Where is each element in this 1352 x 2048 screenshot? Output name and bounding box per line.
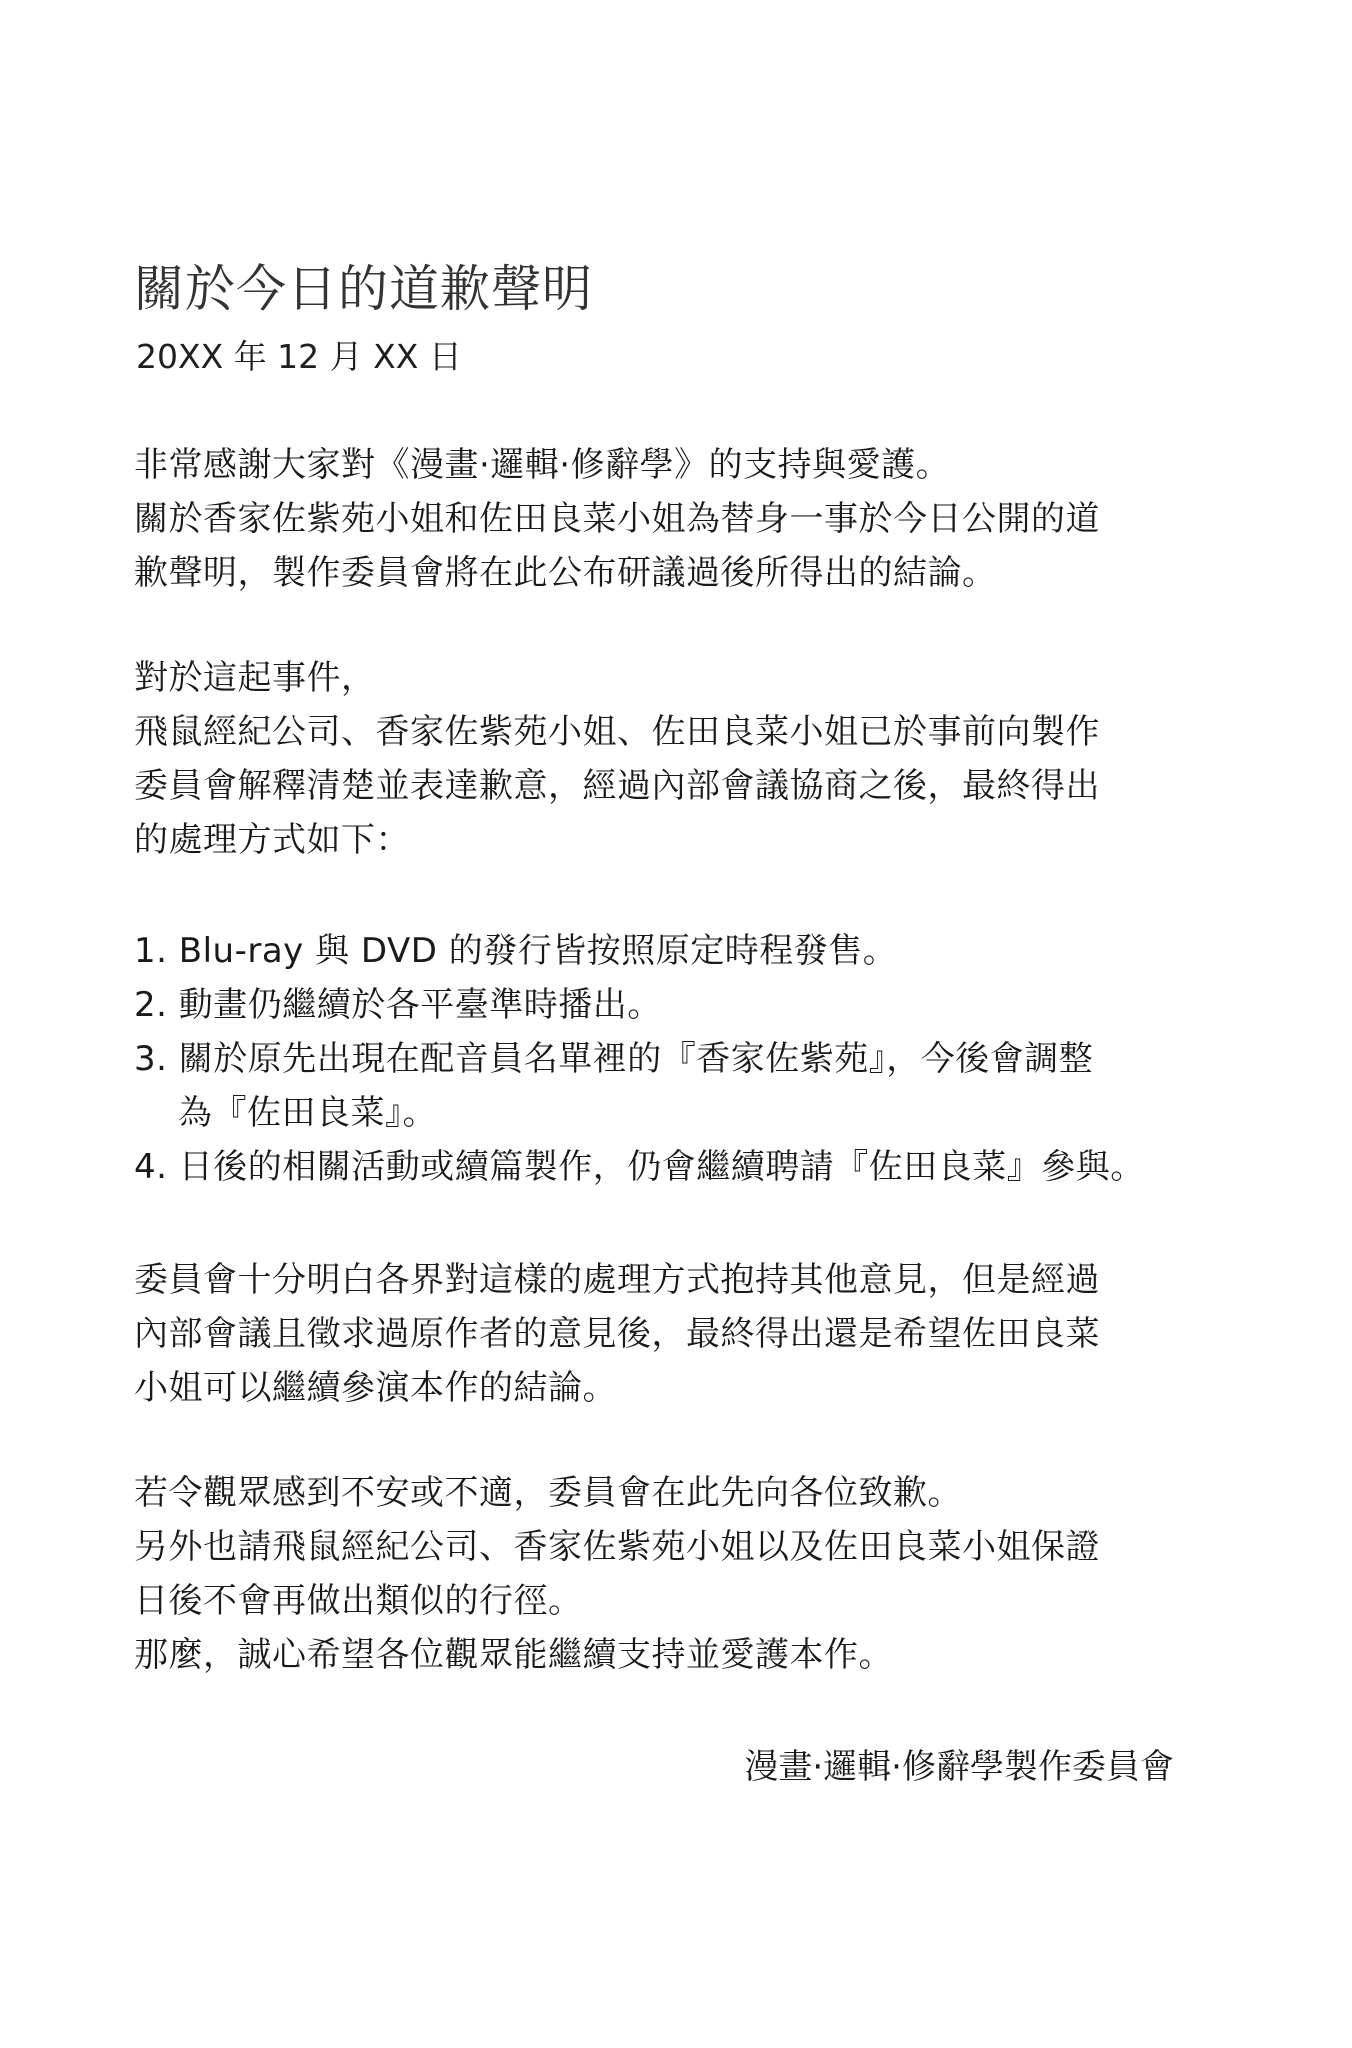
paragraph-line: 日後不會再做出類似的行徑。 — [134, 1581, 583, 1621]
resolution-list — [134, 924, 1174, 1194]
paragraph-line: 飛鼠經紀公司、香家佐紫苑小姐、佐田良菜小姐已於事前向製作 — [134, 712, 1100, 752]
statement-title: 關於今日的道歉聲明 — [134, 260, 593, 318]
statement-date: 20XX 年 12 月 XX 日 — [136, 337, 462, 376]
paragraph-line: 委員會十分明白各界對這樣的處理方式抱持其他意見，但是經過 — [134, 1260, 1100, 1300]
list-item: 4. 日後的相關活動或續篇製作，仍會繼續聘請『佐田良菜』參與。 — [134, 1147, 1145, 1187]
paragraph-line: 另外也請飛鼠經紀公司、香家佐紫苑小姐以及佐田良菜小姐保證 — [134, 1527, 1100, 1567]
list-item-continuation: 為『佐田良菜』。 — [178, 1093, 437, 1133]
paragraph-apology — [134, 1466, 1174, 1682]
paragraph-line: 對於這起事件， — [134, 658, 376, 698]
list-item: 3. 關於原先出現在配音員名單裡的『香家佐紫苑』，今後會調整 — [134, 1039, 1094, 1079]
paragraph-line: 歉聲明，製作委員會將在此公布研議過後所得出的結論。 — [134, 553, 997, 593]
paragraph-line: 非常感謝大家對《漫畫·邏輯·修辭學》的支持與愛護。 — [134, 445, 951, 485]
paragraph-thanks — [134, 438, 1174, 600]
paragraph-line: 關於香家佐紫苑小姐和佐田良菜小姐為替身一事於今日公開的道 — [134, 499, 1100, 539]
paragraph-committee-opinion — [134, 1253, 1174, 1415]
paragraph-line: 小姐可以繼續參演本作的結論。 — [134, 1368, 617, 1408]
paragraph-line: 委員會解釋清楚並表達歉意，經過內部會議協商之後，最終得出 — [134, 766, 1100, 806]
list-item: 2. 動畫仍繼續於各平臺準時播出。 — [134, 985, 662, 1025]
paragraph-line: 內部會議且徵求過原作者的意見後，最終得出還是希望佐田良菜 — [134, 1314, 1100, 1354]
paragraph-line: 那麼，誠心希望各位觀眾能繼續支持並愛護本作。 — [134, 1635, 893, 1675]
paragraph-line: 若令觀眾感到不安或不適，委員會在此先向各位致歉。 — [134, 1473, 962, 1513]
signature: 漫畫·邏輯·修辭學製作委員會 — [744, 1747, 1174, 1787]
paragraph-incident — [134, 651, 1174, 867]
list-item: 1. Blu-ray 與 DVD 的發行皆按照原定時程發售。 — [134, 931, 898, 971]
paragraph-line: 的處理方式如下： — [134, 820, 410, 860]
